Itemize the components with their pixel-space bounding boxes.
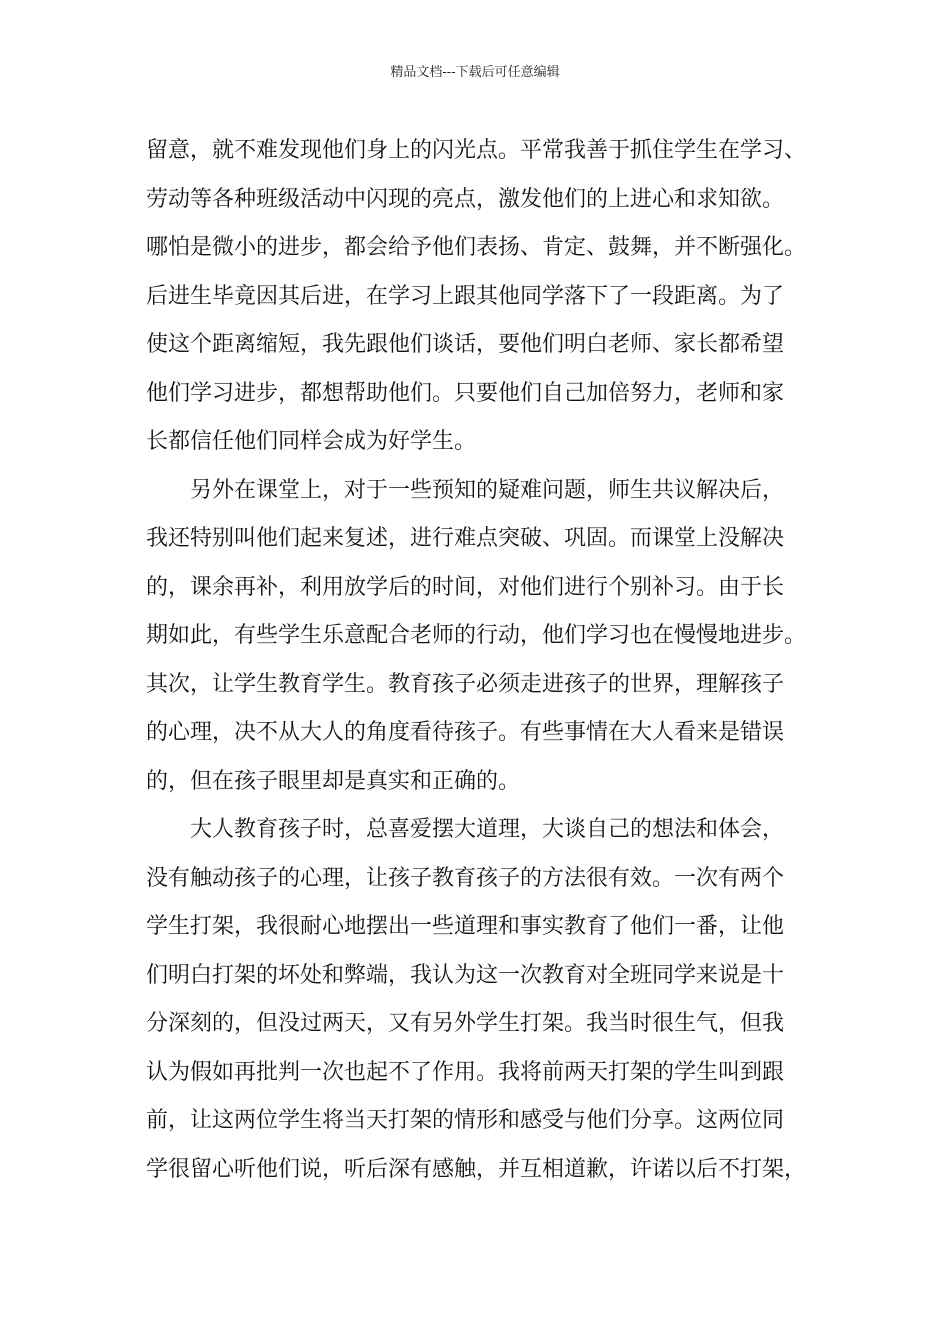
page-header: 精品文档---下载后可任意编辑: [390, 65, 560, 80]
text-line: 长都信任他们同样会成为好学生。: [146, 429, 477, 454]
text-line: 的，课余再补，利用放学后的时间，对他们进行个别补习。由于长: [146, 574, 785, 600]
text-line: 前，让这两位学生将当天打架的情形和感受与他们分享。这两位同: [146, 1108, 785, 1133]
text-line: 另外在课堂上，对于一些预知的疑难问题，师生共议解决后，: [190, 477, 785, 503]
text-line: 留意，就不难发现他们身上的闪光点。平常我善于抓住学生在学习、: [146, 138, 807, 163]
text-line: 哪怕是微小的进步，都会给予他们表扬、肯定、鼓舞，并不断强化。: [146, 235, 807, 260]
text-line: 认为假如再批判一次也起不了作用。我将前两天打架的学生叫到跟: [146, 1059, 785, 1085]
text-line: 们明白打架的坏处和弊端，我认为这一次教育对全班同学来说是十: [146, 962, 785, 988]
text-line: 劳动等各种班级活动中闪现的亮点，激发他们的上进心和求知欲。: [146, 186, 785, 212]
text-line: 使这个距离缩短，我先跟他们谈话，要他们明白老师、家长都希望: [146, 332, 785, 357]
text-line: 期如此，有些学生乐意配合老师的行动，他们学习也在慢慢地进步。: [146, 623, 807, 648]
text-line: 后进生毕竟因其后进，在学习上跟其他同学落下了一段距离。为了: [146, 283, 785, 309]
text-line: 学很留心听他们说，听后深有感触，并互相道歉，许诺以后不打架，: [146, 1156, 807, 1182]
text-line: 的，但在孩子眼里却是真实和正确的。: [146, 768, 521, 794]
text-line: 我还特别叫他们起来复述，进行难点突破、巩固。而课堂上没解决: [146, 526, 785, 551]
text-line: 分深刻的，但没过两天，又有另外学生打架。我当时很生气，但我: [146, 1011, 785, 1036]
text-line: 没有触动孩子的心理，让孩子教育孩子的方法很有效。一次有两个: [146, 865, 785, 891]
text-line: 他们学习进步，都想帮助他们。只要他们自己加倍努力，老师和家: [146, 380, 785, 406]
body-text: [146, 127, 826, 1194]
text-line: 大人教育孩子时，总喜爱摆大道理，大谈自己的想法和体会，: [190, 817, 785, 842]
text-line: 的心理，决不从大人的角度看待孩子。有些事情在大人看来是错误: [146, 720, 785, 745]
text-line: 其次，让学生教育学生。教育孩子必须走进孩子的世界，理解孩子: [146, 671, 785, 697]
text-line: 学生打架，我很耐心地摆出一些道理和事实教育了他们一番，让他: [146, 914, 785, 939]
